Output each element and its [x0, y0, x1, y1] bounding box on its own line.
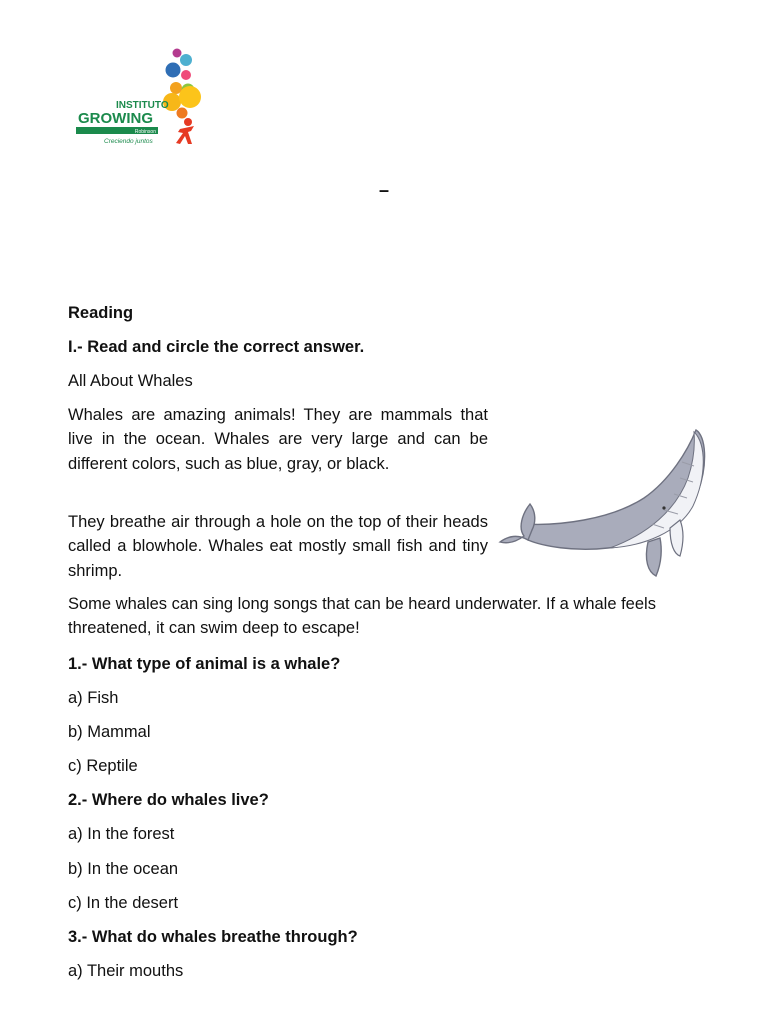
answer-option[interactable]: a) Their mouths: [68, 962, 184, 980]
answer-option[interactable]: c) In the desert: [68, 894, 179, 912]
answer-option[interactable]: b) In the ocean: [68, 860, 179, 878]
answer-option[interactable]: b) Mammal: [68, 723, 151, 741]
paragraph: Some whales can sing long songs that can be heard underwater. If a whale feels threatened, it can swim deep to escape!: [68, 595, 656, 638]
answer-option[interactable]: a) Fish: [68, 689, 119, 707]
paragraph: Whales are amazing animals! They are mammals that live in the ocean. Whales are very large and can be different colors, such as blue, gray, or black.: [68, 406, 488, 473]
question-3: 3.- What do whales breathe through?: [68, 928, 358, 946]
svg-text:Creciendo juntos: Creciendo juntos: [104, 138, 153, 145]
person-icon: [176, 118, 194, 144]
section-heading: Reading: [68, 304, 134, 322]
title-dash: –: [379, 180, 390, 200]
instituto-growing-logo: [74, 44, 210, 150]
paragraph: They breathe air through a hole on the top of their heads called a blowhole. Whales eat mostly small fish and tiny shrimp.: [68, 513, 488, 580]
svg-text:INSTITUTO: INSTITUTO: [116, 100, 169, 111]
answer-option[interactable]: c) Reptile: [68, 757, 138, 775]
answer-option[interactable]: a) In the forest: [68, 825, 175, 843]
whale-illustration: [498, 422, 708, 580]
svg-text:GROWING: GROWING: [78, 110, 153, 127]
text-title: All About Whales: [68, 372, 193, 390]
question-1: 1.- What type of animal is a whale?: [68, 655, 341, 673]
question-2: 2.- Where do whales live?: [68, 791, 269, 809]
svg-text:Robinson: Robinson: [134, 129, 156, 135]
instruction: I.- Read and circle the correct answer.: [68, 338, 365, 356]
